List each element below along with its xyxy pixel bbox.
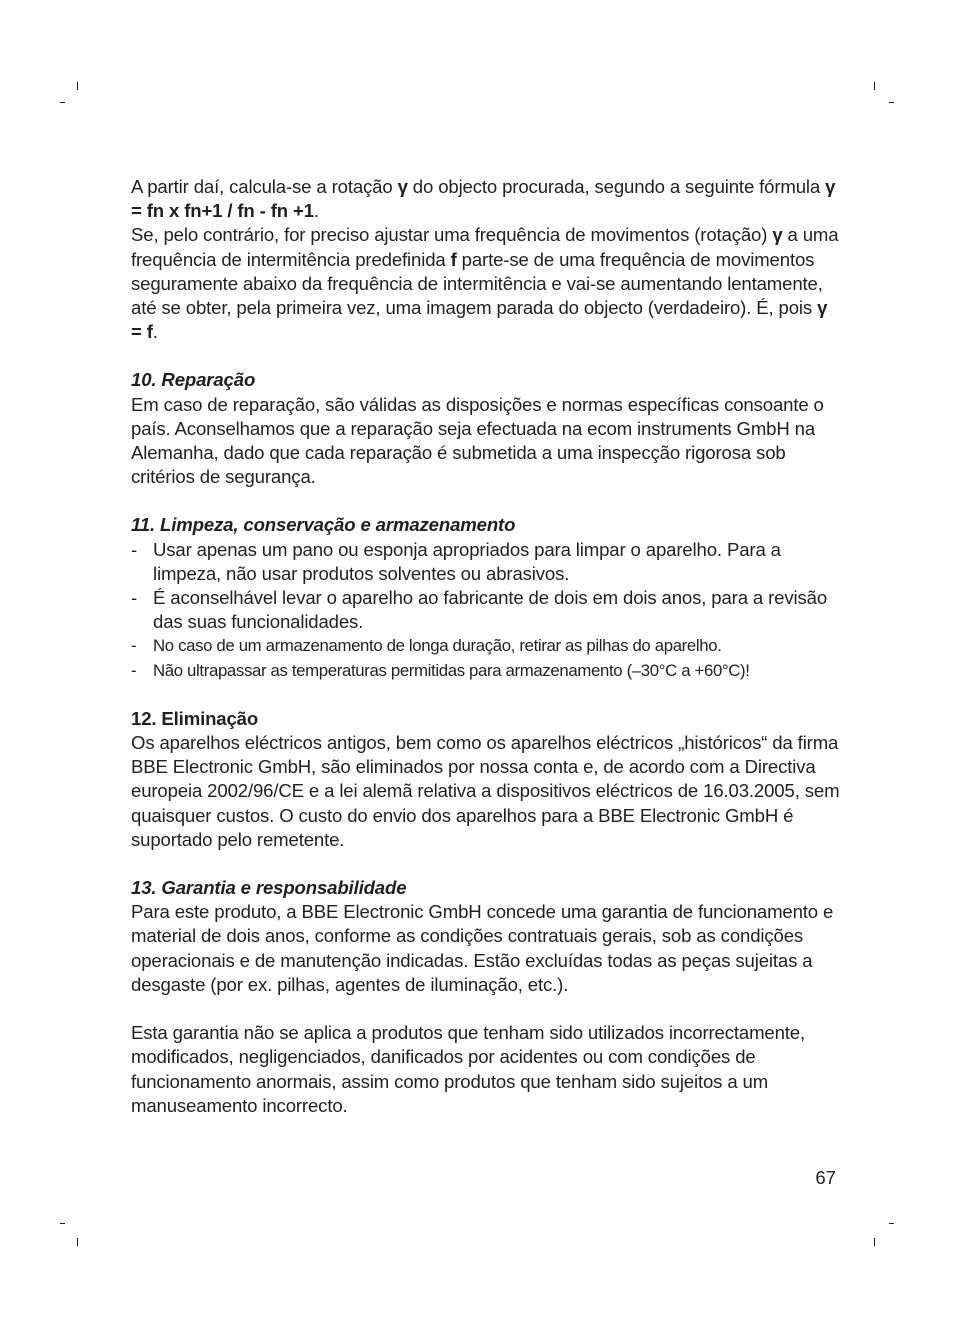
list-item: - Usar apenas um pano ou esponja apropriados para limpar o aparelho. Para a limpeza, não usar produtos solventes ou abrasivos. bbox=[131, 538, 841, 586]
section-body-warranty-2: Esta garantia não se aplica a produtos que tenham sido utilizados incorrectamente, modificados, negligenciados, danificados por acidentes ou com condições de funcionamento anormais, assim como produtos que tenham sido sujeitos a um manuseamento incorrecto. bbox=[131, 1022, 806, 1116]
section-heading-warranty: 13. Garantia e responsabilidade bbox=[131, 877, 407, 899]
list-item: - Não ultrapassar as temperaturas permitidas para armazenamento (–30°C a +60°C)! bbox=[131, 659, 841, 683]
gamma-equals-f: γ = f bbox=[131, 297, 828, 343]
section-body-warranty: Para este produto, a BBE Electronic GmbH concede uma garantia de funcionamento e material de dois anos, conforme as condições contratuais gerais, sob as condições operacionais e de manutenção indicadas. Estão excluídas todas as peças sujeitas a desgaste (por ex. pilhas, agentes de iluminação, etc.). bbox=[131, 901, 834, 995]
gamma-symbol: γ bbox=[772, 224, 783, 246]
intro-paragraph: A partir daí, calcula-se a rotação γ do objecto procurada, segundo a seguinte fórmula γ = fn x fn+1 / fn - fn +1. bbox=[131, 176, 836, 222]
crop-mark bbox=[889, 1223, 894, 1224]
cleaning-list bbox=[131, 538, 841, 683]
page-content bbox=[131, 175, 841, 1118]
list-item: - É aconselhável levar o aparelho ao fabricante de dois em dois anos, para a revisão das suas funcionalidades. bbox=[131, 586, 841, 634]
frequency-symbol: f bbox=[450, 248, 457, 270]
list-item: - No caso de um armazenamento de longa duração, retirar as pilhas do aparelho. bbox=[131, 634, 841, 658]
crop-mark bbox=[60, 102, 65, 103]
section-heading-cleaning: 11. Limpeza, conservação e armazenamento bbox=[131, 514, 516, 536]
section-heading-repair: 10. Reparação bbox=[131, 369, 256, 391]
crop-mark bbox=[874, 82, 875, 90]
crop-mark bbox=[874, 1238, 875, 1246]
intro-paragraph-2: Se, pelo contrário, for preciso ajustar uma frequência de movimentos (rotação) γ a uma frequência de intermitência predefinida f parte-se de uma frequência de movimentos seguramente abaixo da frequência de intermitência e vai-se aumentando lentamente, até se obter, pela primeira vez, uma imagem parada do objecto (verdadeiro). É, pois γ = f. bbox=[131, 224, 839, 343]
crop-mark bbox=[77, 82, 78, 90]
crop-mark bbox=[60, 1223, 65, 1224]
gamma-symbol: γ bbox=[397, 176, 408, 197]
section-body-disposal: Os aparelhos eléctricos antigos, bem como os aparelhos eléctricos „históricos“ da firma BBE Electronic GmbH, são eliminados por nossa conta e, de acordo com a Directiva europeia 2002/96/CE e a lei alemã relativa a dispositivos eléctricos de 16.03.2005, sem quaisquer custos. O custo do envio dos aparelhos para a BBE Electronic GmbH é suportado pelo remetente. bbox=[131, 732, 840, 850]
crop-mark bbox=[77, 1238, 78, 1246]
page-number: 67 bbox=[815, 1167, 836, 1188]
rotation-formula: γ = fn x fn+1 / fn - fn +1 bbox=[131, 176, 836, 222]
section-body-repair: Em caso de reparação, são válidas as disposições e normas específicas consoante o país. Aconselhamos que a reparação seja efectuada na ecom instruments GmbH na Alemanha, dado que cada reparação é submetida a uma inspecção rigorosa sob critérios de segurança. bbox=[131, 393, 824, 488]
section-heading-disposal: 12. Eliminação bbox=[131, 707, 259, 729]
crop-mark bbox=[889, 102, 894, 103]
